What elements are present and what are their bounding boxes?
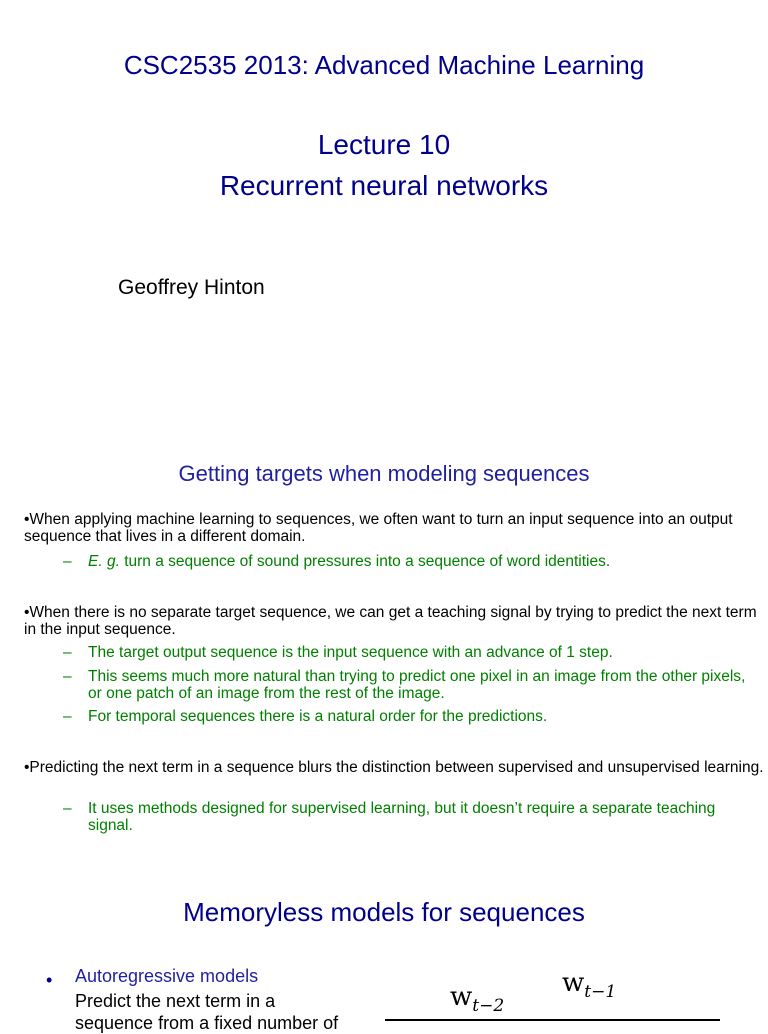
dash-marker: –: [63, 553, 72, 570]
slide3-title: Memoryless models for sequences: [183, 897, 585, 927]
math-base: w: [450, 982, 473, 1012]
sub-bullet: [63, 800, 753, 834]
sub-bullet: [63, 708, 753, 725]
math-subscript: t−1: [584, 982, 617, 1003]
dash-marker: –: [63, 644, 72, 661]
diagram-line: [385, 1019, 720, 1021]
math-subscript: t−2: [472, 996, 505, 1017]
course-title: CSC2535 2013: Advanced Machine Learning: [123, 50, 645, 80]
math-base: w: [562, 968, 585, 998]
sub-bullet: [63, 553, 753, 570]
sub-bullet-text: [88, 553, 753, 570]
body-line: Predict the next term in a: [75, 991, 276, 1011]
lecture-number: Lecture 10: [317, 129, 451, 160]
lecture-topic: Recurrent neural networks: [219, 170, 549, 201]
sub-bullet-text: It uses methods designed for supervised learning, but it doesn’t require a separate teaching signal.: [88, 800, 716, 834]
sub-bullet-text: For temporal sequences there is a natural order for the predictions.: [88, 708, 548, 725]
sub-bullet: [63, 644, 753, 661]
slide3-heading: Autoregressive models: [75, 966, 259, 986]
sub-bullet: [63, 668, 753, 702]
sub-bullet-text: This seems much more natural than trying to predict one pixel in an image from the other pixels, or one patch of an image from the rest of the image.: [88, 668, 746, 702]
sub-bullet-emphasis: E. g.: [88, 553, 120, 570]
bullet-paragraph: •When there is no separate target sequence, we can get a teaching signal by trying to predict the next term in the input sequence.: [24, 604, 757, 638]
dash-marker: –: [63, 800, 72, 817]
sub-bullet-rest: turn a sequence of sound pressures into a sequence of word identities.: [119, 553, 611, 570]
math-label-w-t-minus-2: [450, 982, 504, 1016]
sub-bullet-text: The target output sequence is the input sequence with an advance of 1 step.: [88, 644, 613, 661]
author-name: Geoffrey Hinton: [118, 276, 265, 299]
bullet-paragraph: •Predicting the next term in a sequence blurs the distinction between supervised and unsupervised learning.: [24, 759, 764, 776]
body-line: sequence from a fixed number of: [75, 1013, 339, 1033]
dash-marker: –: [63, 708, 72, 725]
math-label-w-t-minus-1: [562, 968, 616, 1002]
dash-marker: –: [63, 668, 72, 685]
bullet-paragraph: •When applying machine learning to sequences, we often want to turn an input sequence into an output sequence that lives in a different domain.: [24, 511, 733, 545]
slide2-title: Getting targets when modeling sequences: [178, 461, 590, 486]
bullet-dot: •: [46, 970, 53, 990]
slide3-body: [75, 990, 338, 1034]
